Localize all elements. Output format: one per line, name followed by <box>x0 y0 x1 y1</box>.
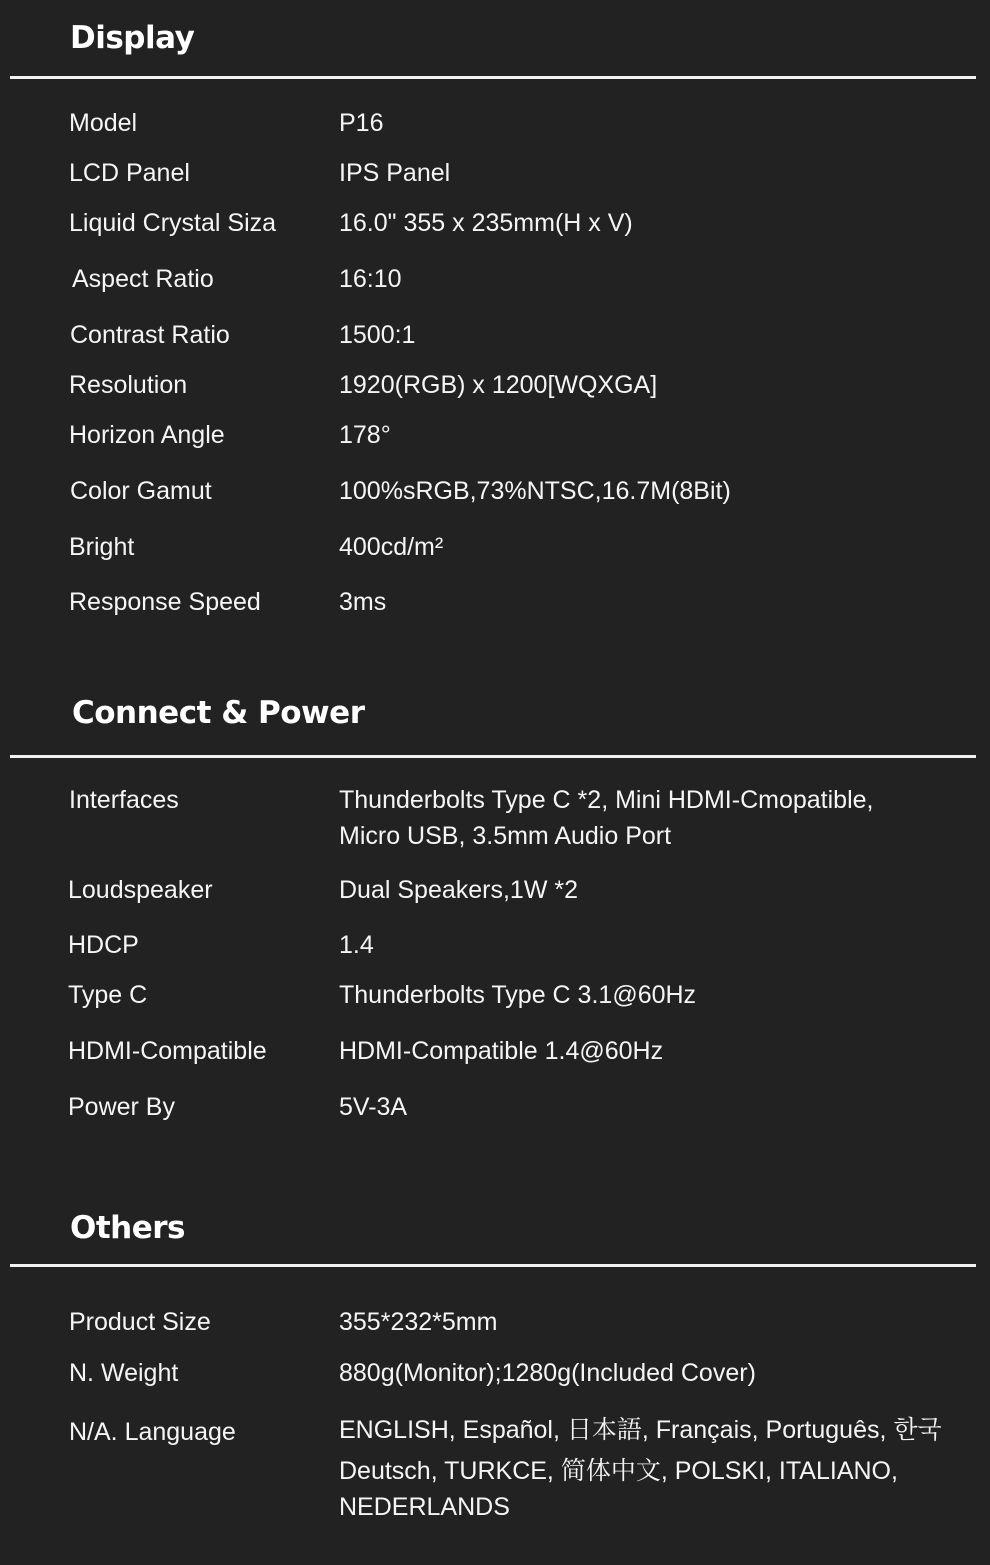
spec-label: Power By <box>68 1093 175 1121</box>
section-divider <box>10 755 976 758</box>
spec-label: Response Speed <box>69 588 261 616</box>
spec-value: Dual Speakers,1W *2 <box>339 876 579 904</box>
section-title-connect-power: Connect & Power <box>72 695 365 731</box>
spec-value: 1920(RGB) x 1200[WQXGA] <box>339 371 658 399</box>
spec-label: Product Size <box>69 1308 211 1336</box>
spec-value: HDMI-Compatible 1.4@60Hz <box>339 1037 664 1065</box>
spec-value: ENGLISH, Español, 日本語, Français, Português, 한국 Deutsch, TURKCE, 简体中文, POLSKI, ITALIANO, NEDERLANDS <box>339 1416 942 1521</box>
spec-label: HDCP <box>68 931 139 959</box>
spec-value: 1.4 <box>339 931 374 959</box>
section-divider <box>10 76 976 79</box>
spec-value: 5V-3A <box>339 1093 408 1121</box>
section-divider <box>10 1264 976 1267</box>
spec-label: Color Gamut <box>70 477 212 505</box>
spec-label: Bright <box>69 533 135 561</box>
spec-label: Aspect Ratio <box>72 265 214 293</box>
spec-label: Type C <box>68 981 148 1009</box>
spec-value: IPS Panel <box>339 159 451 187</box>
spec-label: Loudspeaker <box>68 876 213 904</box>
spec-value: 100%sRGB,73%NTSC,16.7M(8Bit) <box>339 477 731 505</box>
spec-label: Horizon Angle <box>69 421 225 449</box>
spec-label: Contrast Ratio <box>70 321 230 349</box>
spec-value: Thunderbolts Type C *2, Mini HDMI-Cmopatible, Micro USB, 3.5mm Audio Port <box>339 786 874 850</box>
spec-value: 1500:1 <box>339 321 416 349</box>
spec-label: N. Weight <box>69 1359 179 1387</box>
spec-value: 880g(Monitor);1280g(Included Cover) <box>339 1359 756 1387</box>
spec-label: Interfaces <box>69 786 179 814</box>
spec-label: HDMI-Compatible <box>68 1037 267 1065</box>
spec-value: 16.0" 355 x 235mm(H x V) <box>339 209 633 237</box>
section-title-display: Display <box>70 20 195 56</box>
spec-value: 400cd/m² <box>339 533 444 561</box>
spec-value: 16:10 <box>339 265 402 293</box>
spec-label: Resolution <box>69 371 188 399</box>
spec-value: 178° <box>339 421 391 449</box>
section-title-others: Others <box>70 1210 186 1246</box>
spec-label: Model <box>69 109 138 137</box>
spec-value: 3ms <box>339 588 387 616</box>
spec-label: N/A. Language <box>69 1418 236 1446</box>
spec-label: LCD Panel <box>69 159 190 187</box>
spec-label: Liquid Crystal Siza <box>69 209 277 237</box>
spec-value: 355*232*5mm <box>339 1308 498 1336</box>
spec-value: Thunderbolts Type C 3.1@60Hz <box>339 981 697 1009</box>
spec-value: P16 <box>339 109 384 137</box>
